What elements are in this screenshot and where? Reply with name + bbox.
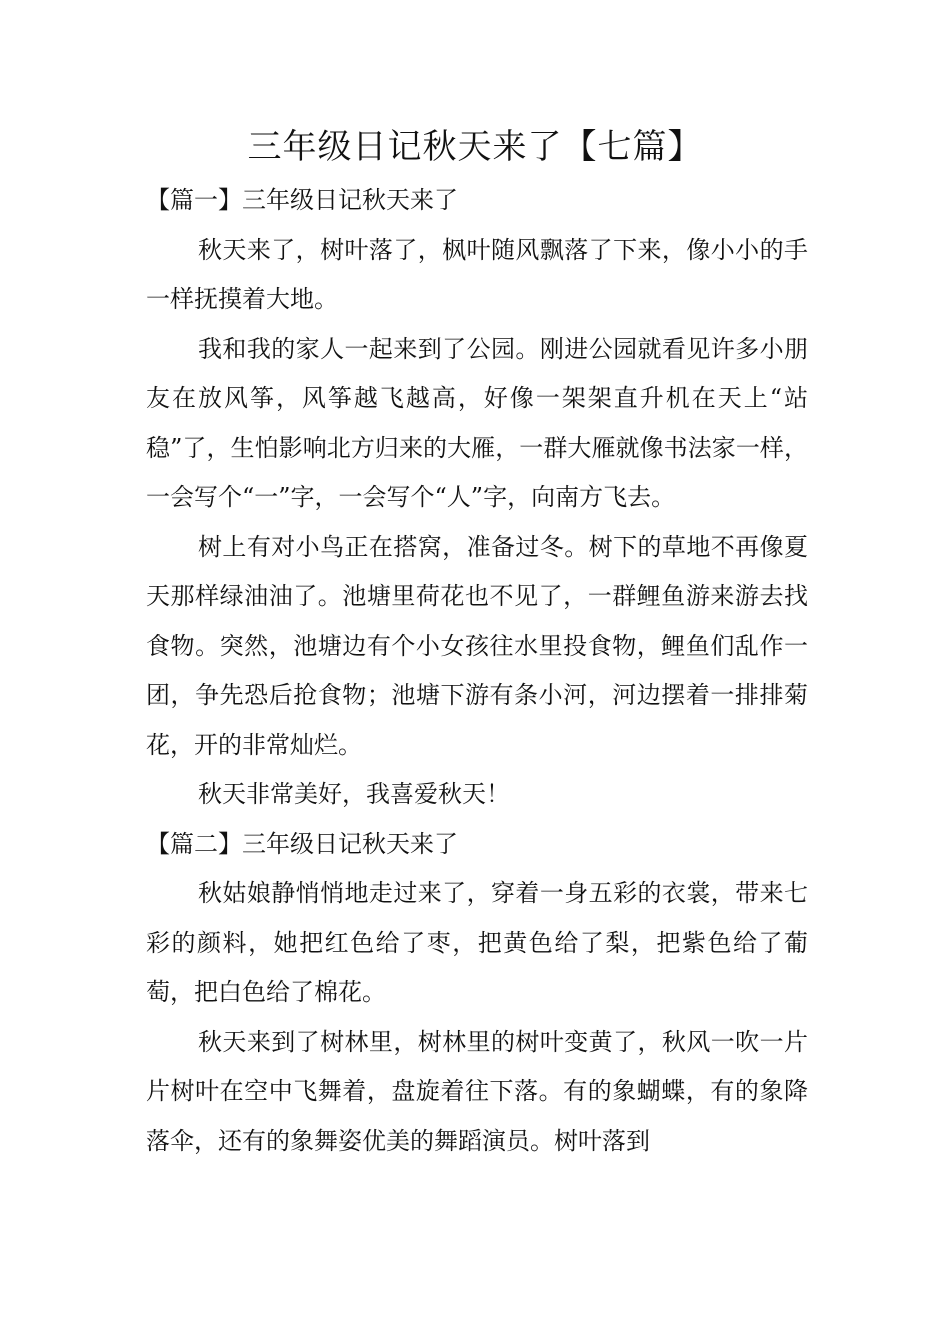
section-heading: 【篇二】三年级日记秋天来了 bbox=[146, 829, 458, 858]
paragraph: 秋天来了，树叶落了，枫叶随风飘落了下来，像小小的手一样抚摸着大地。 bbox=[146, 235, 808, 313]
section-2 bbox=[146, 820, 808, 1167]
paragraph: 秋天非常美好，我喜爱秋天！ bbox=[198, 780, 510, 808]
section-1 bbox=[146, 176, 808, 820]
paragraph: 我和我的家人一起来到了公园。刚进公园就看见许多小朋友在放风筝，风筝越飞越高，好像一架架直升机在天上“站稳”了，生怕影响北方归来的大雁，一群大雁就像书法家一样，一会写个“一”字，一会写个“人”字，向南方飞去。 bbox=[146, 334, 808, 511]
paragraph: 秋姑娘静悄悄地走过来了，穿着一身五彩的衣裳，带来七彩的颜料，她把红色给了枣，把黄色给了梨，把紫色给了葡萄，把白色给了棉花。 bbox=[146, 879, 808, 1006]
paragraph: 秋天来到了树林里，树林里的树叶变黄了，秋风一吹一片片树叶在空中飞舞着，盘旋着往下落。有的象蝴蝶，有的象降落伞，还有的象舞姿优美的舞蹈演员。树叶落到 bbox=[146, 1027, 808, 1155]
document-body bbox=[146, 176, 808, 1166]
document-title: 三年级日记秋天来了【七篇】 bbox=[247, 127, 703, 167]
section-heading: 【篇一】三年级日记秋天来了 bbox=[146, 186, 458, 214]
paragraph: 树上有对小鸟正在搭窝，准备过冬。树下的草地不再像夏天那样绿油油了。池塘里荷花也不见了，一群鲤鱼游来游去找食物。突然，池塘边有个小女孩往水里投食物，鲤鱼们乱作一团，争先恐后抢食物；池塘下游有条小河，河边摆着一排排菊花，开的非常灿烂。 bbox=[146, 532, 808, 759]
